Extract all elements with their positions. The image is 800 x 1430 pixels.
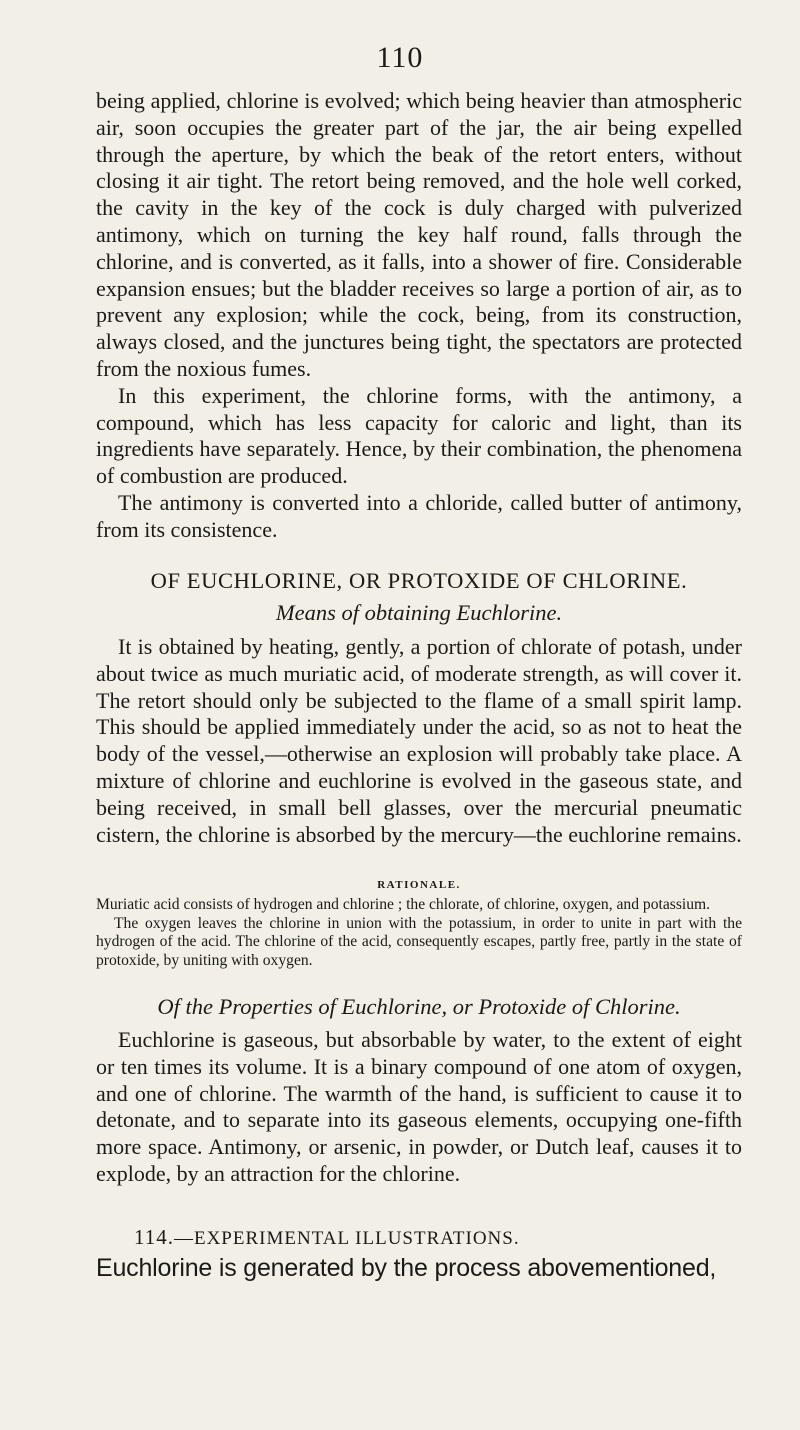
section-title: —EXPERIMENTAL ILLUSTRATIONS. (173, 1228, 520, 1249)
paragraph-combustion-explanation: In this experiment, the chlorine forms, with the antimony, a compound, which has less capacity for caloric and light, than its ingredients have separately. Hence, by their combination, the phenomena of combustion are produced. (96, 382, 742, 489)
euchlorine-heading: OF EUCHLORINE, OR PROTOXIDE OF CHLORINE. (150, 568, 688, 593)
paragraph-butter-of-antimony: The antimony is converted into a chloride, called butter of antimony, from its consistence. (96, 489, 742, 542)
means-section (96, 634, 742, 848)
properties-section (96, 1027, 742, 1188)
properties-heading: Of the Properties of Euchlorine, or Protoxide of Chlorine. (157, 994, 681, 1019)
paragraph-chlorine-evolution: being applied, chlorine is evolved; which being heavier than atmospheric air, soon occupies the greater part of the jar, the air being expelled through the aperture, by which the beak of the retort enters, without closing it air tight. The retort being removed, and the hole well corked, the cavity in the key of the cock is duly charged with pulverized antimony, which on turning the key half round, falls through the chlorine, and is converted, as it falls, into a shower of fire. Considerable expansion ensues; but the bladder receives so large a portion of air, as to prevent any explosion; while the cock, being, from its construction, always closed, and the junctures being tight, the spectators are protected from the noxious fumes. (96, 88, 742, 381)
rationale-paragraph-2: The oxygen leaves the chlorine in union with the potassium, in order to unite in part with the hydrogen of the acid. The chlorine of the acid, consequently escapes, partly free, partly in the state of protoxide, by uniting with oxygen. (96, 914, 742, 969)
rationale-heading: RATIONALE. (377, 879, 461, 891)
page-number: 110 (376, 41, 424, 74)
rationale-section (96, 896, 742, 970)
rationale-paragraph-1: Muriatic acid consists of hydrogen and chlorine ; the chlorate, of chlorine, oxygen, and potassium. (96, 896, 711, 913)
final-line: Euchlorine is generated by the process abovementioned, (96, 1254, 717, 1282)
opening-text (96, 88, 742, 544)
means-of-obtaining-heading: Means of obtaining Euchlorine. (275, 600, 563, 625)
paragraph-euchlorine-properties: Euchlorine is gaseous, but absorbable by water, to the extent of eight or ten times its volume. It is a binary compound of one atom of oxygen, and one of chlorine. The warmth of the hand, is sufficient to cause it to detonate, and to separate into its gaseous elements, occupying one-fifth more space. Antimony, or arsenic, in powder, or Dutch leaf, causes it to explode, by an attraction for the chlorine. (96, 1027, 742, 1186)
section-number: 114. (134, 1225, 174, 1249)
section-114-heading (134, 1225, 754, 1250)
paragraph-obtaining-euchlorine: It is obtained by heating, gently, a portion of chlorate of potash, under about twice as much muriatic acid, of moderate strength, as will cover it. The retort should only be subjected to the flame of a small spirit lamp. This should be applied immediately under the acid, so as not to heat the body of the vessel,—otherwise an explosion will probably take place. A mixture of chlorine and euchlorine is evolved in the gaseous state, and being received, in small bell glasses, over the mercurial pneumatic cistern, the chlorine is absorbed by the mercury—the euchlorine remains. (96, 634, 742, 847)
